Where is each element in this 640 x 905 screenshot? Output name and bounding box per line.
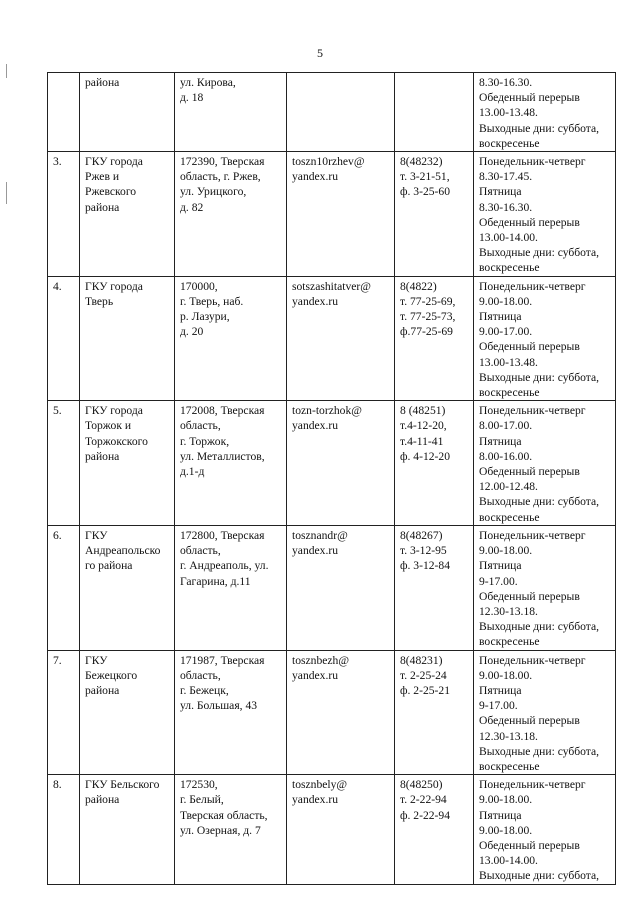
row-number-cell	[48, 73, 80, 152]
row-number-cell: 7.	[48, 650, 80, 775]
organization-cell: ГКУ города Торжок и Торжокского района	[80, 401, 175, 526]
working-hours-cell: Понедельник-четверг 9.00-18.00. Пятница 9-17.00. Обеденный перерыв 12.30-13.18. Выходные дни: суббота, воскресенье	[474, 650, 616, 775]
table-row	[48, 650, 616, 775]
table-row	[48, 276, 616, 401]
row-number-cell: 3.	[48, 152, 80, 277]
address-cell: 172390, Тверская область, г. Ржев, ул. Урицкого, д. 82	[175, 152, 287, 277]
working-hours-cell: Понедельник-четверг 8.00-17.00. Пятница 8.00-16.00. Обеденный перерыв 12.00-12.48. Выходные дни: суббота, воскресенье	[474, 401, 616, 526]
email-cell: tosznandr@ yandex.ru	[287, 525, 395, 650]
page-number: 5	[317, 46, 323, 60]
address-cell: 171987, Тверская область, г. Бежецк, ул. Большая, 43	[175, 650, 287, 775]
working-hours-cell: Понедельник-четверг 8.30-17.45. Пятница 8.30-16.30. Обеденный перерыв 13.00-14.00. Выходные дни: суббота, воскресенье	[474, 152, 616, 277]
offices-table	[47, 72, 616, 885]
table-row	[48, 152, 616, 277]
row-number-cell: 5.	[48, 401, 80, 526]
email-cell: toszn10rzhev@ yandex.ru	[287, 152, 395, 277]
email-cell: tosznbely@ yandex.ru	[287, 775, 395, 884]
address-cell: 172008, Тверская область, г. Торжок, ул. Металлистов, д.1-д	[175, 401, 287, 526]
email-cell: sotszashitatver@ yandex.ru	[287, 276, 395, 401]
working-hours-cell: Понедельник-четверг 9.00-18.00. Пятница 9.00-17.00. Обеденный перерыв 13.00-13.48. Выходные дни: суббота, воскресенье	[474, 276, 616, 401]
address-cell: 170000, г. Тверь, наб. р. Лазури, д. 20	[175, 276, 287, 401]
table-row	[48, 525, 616, 650]
phone-cell	[395, 73, 474, 152]
address-cell: ул. Кирова, д. 18	[175, 73, 287, 152]
email-cell	[287, 73, 395, 152]
table-body	[48, 73, 616, 885]
table-row	[48, 401, 616, 526]
organization-cell: района	[80, 73, 175, 152]
table-row	[48, 73, 616, 152]
phone-cell: 8(48231) т. 2-25-24 ф. 2-25-21	[395, 650, 474, 775]
working-hours-cell: Понедельник-четверг 9.00-18.00. Пятница 9-17.00. Обеденный перерыв 12.30-13.18. Выходные дни: суббота, воскресенье	[474, 525, 616, 650]
phone-cell: 8(48250) т. 2-22-94 ф. 2-22-94	[395, 775, 474, 884]
organization-cell: ГКУ города Ржев и Ржевского района	[80, 152, 175, 277]
table-row	[48, 775, 616, 884]
email-cell: tosznbezh@ yandex.ru	[287, 650, 395, 775]
address-cell: 172800, Тверская область, г. Андреаполь, ул. Гагарина, д.11	[175, 525, 287, 650]
email-cell: tozn-torzhok@ yandex.ru	[287, 401, 395, 526]
row-number-cell: 8.	[48, 775, 80, 884]
phone-cell: 8(48267) т. 3-12-95 ф. 3-12-84	[395, 525, 474, 650]
phone-cell: 8(4822) т. 77-25-69, т. 77-25-73, ф.77-25-69	[395, 276, 474, 401]
organization-cell: ГКУ Андреапольско го района	[80, 525, 175, 650]
working-hours-cell: Понедельник-четверг 9.00-18.00. Пятница 9.00-18.00. Обеденный перерыв 13.00-14.00. Выходные дни: суббота,	[474, 775, 616, 884]
row-number-cell: 4.	[48, 276, 80, 401]
phone-cell: 8(48232) т. 3-21-51, ф. 3-25-60	[395, 152, 474, 277]
working-hours-cell: 8.30-16.30. Обеденный перерыв 13.00-13.48. Выходные дни: суббота, воскресенье	[474, 73, 616, 152]
row-number-cell: 6.	[48, 525, 80, 650]
organization-cell: ГКУ Бежецкого района	[80, 650, 175, 775]
phone-cell: 8 (48251) т.4-12-20, т.4-11-41 ф. 4-12-20	[395, 401, 474, 526]
organization-cell: ГКУ города Тверь	[80, 276, 175, 401]
address-cell: 172530, г. Белый, Тверская область, ул. Озерная, д. 7	[175, 775, 287, 884]
organization-cell: ГКУ Бельского района	[80, 775, 175, 884]
